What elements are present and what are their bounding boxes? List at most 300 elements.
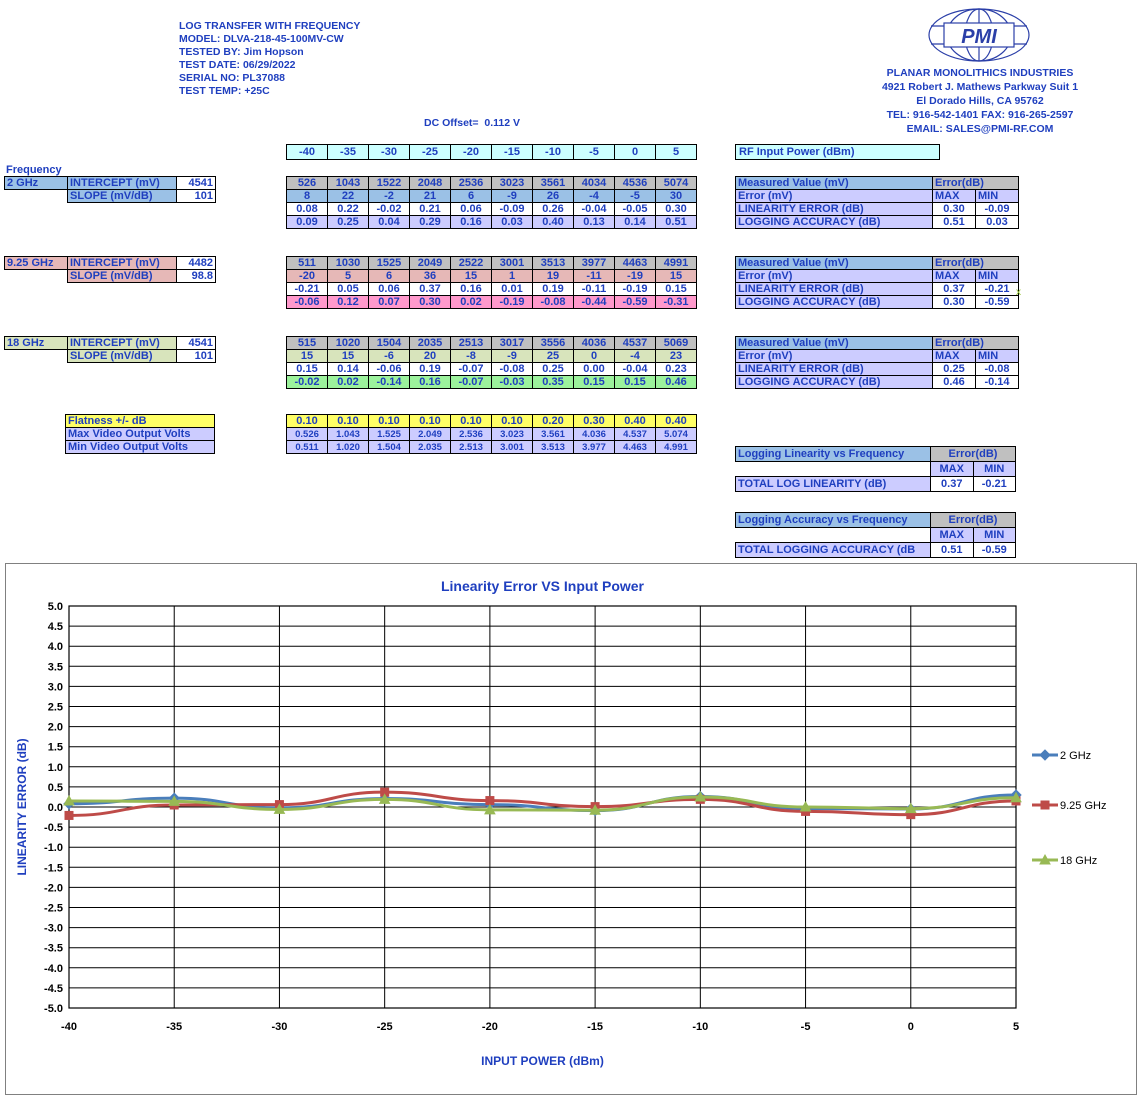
summary-min-label: MIN: [976, 270, 1019, 283]
input-power-cell: -15: [492, 145, 533, 160]
total-accuracy-table: [735, 512, 1016, 558]
total-lin-label: TOTAL LOG LINEARITY (dB): [736, 477, 931, 492]
measured-cell: 4463: [615, 257, 656, 270]
summary-acc-max: 0.46: [933, 376, 976, 389]
accuracy-cell: 0.02: [328, 376, 369, 389]
measured-cell: 4537: [615, 337, 656, 350]
summary-measured-label: Measured Value (mV): [736, 257, 933, 270]
linearity-cell: 0.30: [656, 203, 697, 216]
accuracy-cell: -0.59: [615, 296, 656, 309]
total-acc-title: Logging Accuracy vs Frequency: [736, 513, 931, 528]
freq-label-table: [4, 176, 216, 203]
summary-lin-min: -0.21: [976, 283, 1019, 296]
accuracy-cell: 0.40: [533, 216, 574, 229]
linearity-cell: 0.25: [533, 363, 574, 376]
accuracy-cell: 0.03: [492, 216, 533, 229]
linearity-cell: -0.07: [451, 363, 492, 376]
accuracy-cell: 0.51: [656, 216, 697, 229]
accuracy-cell: -0.19: [492, 296, 533, 309]
freq-summary-table: [735, 176, 1019, 229]
measured-cell: 2522: [451, 257, 492, 270]
measured-cell: 511: [287, 257, 328, 270]
accuracy-cell: -0.06: [287, 296, 328, 309]
error-cell: 25: [533, 350, 574, 363]
test-date: TEST DATE: 06/29/2022: [179, 59, 296, 71]
x-tick-label: 5: [1012, 1021, 1020, 1033]
flatness-cell: 0.10: [287, 415, 328, 428]
y-tick-label: 1.0: [47, 761, 63, 774]
freq-data-table: [286, 336, 697, 389]
error-cell: 20: [410, 350, 451, 363]
accuracy-cell: -0.03: [492, 376, 533, 389]
measured-cell: 4036: [574, 337, 615, 350]
summary-acc-label: LOGGING ACCURACY (dB): [736, 376, 933, 389]
freq-label: 2 GHz: [5, 177, 68, 190]
accuracy-cell: 0.29: [410, 216, 451, 229]
linearity-cell: -0.02: [369, 203, 410, 216]
min-volts-cell: 0.511: [287, 441, 328, 454]
summary-max-label: MAX: [933, 350, 976, 363]
y-tick-label: 0.0: [47, 802, 63, 814]
error-cell: -5: [615, 190, 656, 203]
accuracy-cell: 0.46: [656, 376, 697, 389]
freq-summary-table: [735, 256, 1019, 309]
summary-max-label: MAX: [933, 190, 976, 203]
company-email: EMAIL: SALES@PMI-RF.COM: [906, 123, 1054, 135]
accuracy-cell: -0.02: [287, 376, 328, 389]
accuracy-cell: 0.15: [615, 376, 656, 389]
pmi-logo-icon: [926, 6, 1032, 64]
y-tick-label: -2.5: [44, 902, 63, 915]
summary-measured-label: Measured Value (mV): [736, 337, 933, 350]
linearity-cell: 0.19: [533, 283, 574, 296]
linearity-cell: 0.14: [328, 363, 369, 376]
input-power-cell: 5: [656, 145, 697, 160]
flatness-cell: 0.40: [656, 415, 697, 428]
measured-cell: 2048: [410, 177, 451, 190]
x-tick-label: -15: [587, 1021, 604, 1033]
flatness-label: Flatness +/- dB: [66, 415, 215, 428]
error-cell: 21: [410, 190, 451, 203]
company-name: PLANAR MONOLITHICS INDUSTRIES: [886, 67, 1074, 79]
measured-cell: 5069: [656, 337, 697, 350]
summary-max-label: MAX: [933, 270, 976, 283]
summary-error-label: Error (mV): [736, 270, 933, 283]
linearity-cell: 0.23: [656, 363, 697, 376]
y-tick-label: -5.0: [44, 1003, 63, 1015]
frequency-label: Frequency: [6, 164, 62, 176]
total-lin-max: 0.37: [931, 477, 974, 492]
error-cell: 0: [574, 350, 615, 363]
max-volts-cell: 3.561: [533, 428, 574, 441]
input-power-cell: -5: [574, 145, 615, 160]
linearity-cell: -0.11: [574, 283, 615, 296]
total-lin-min: -0.21: [973, 477, 1016, 492]
linearity-cell: 0.37: [410, 283, 451, 296]
company-info: [860, 66, 1100, 136]
summary-acc-max: 0.51: [933, 216, 976, 229]
linearity-cell: 0.06: [369, 283, 410, 296]
blank-cell: [5, 190, 68, 203]
linearity-cell: 0.21: [410, 203, 451, 216]
min-volts-cell: 3.513: [533, 441, 574, 454]
accuracy-cell: -0.08: [533, 296, 574, 309]
y-tick-label: -1.5: [44, 862, 63, 875]
linearity-cell: 0.26: [533, 203, 574, 216]
accuracy-cell: 0.25: [328, 216, 369, 229]
y-axis-label: LINEARITY ERROR (dB): [15, 738, 29, 876]
y-tick-label: 4.0: [47, 641, 63, 654]
flatness-labels: [65, 414, 215, 454]
linearity-cell: 0.22: [328, 203, 369, 216]
summary-lin-max: 0.30: [933, 203, 976, 216]
linearity-cell: 0.15: [287, 363, 328, 376]
linearity-cell: 0.01: [492, 283, 533, 296]
error-cell: -4: [574, 190, 615, 203]
error-cell: -8: [451, 350, 492, 363]
accuracy-cell: 0.02: [451, 296, 492, 309]
freq-label: 9.25 GHz: [5, 257, 68, 270]
total-acc-label: TOTAL LOGGING ACCURACY (dB: [736, 543, 931, 558]
min-volts-cell: 2.513: [451, 441, 492, 454]
x-tick-label: -5: [800, 1021, 811, 1033]
y-tick-label: -0.5: [44, 822, 63, 835]
accuracy-cell: -0.44: [574, 296, 615, 309]
y-tick-label: 2.5: [47, 701, 63, 714]
error-cell: -11: [574, 270, 615, 283]
measured-cell: 3017: [492, 337, 533, 350]
summary-measured-label: Measured Value (mV): [736, 177, 933, 190]
measured-cell: 1020: [328, 337, 369, 350]
measured-cell: 2513: [451, 337, 492, 350]
measured-cell: 3556: [533, 337, 574, 350]
accuracy-cell: -0.07: [451, 376, 492, 389]
error-cell: 15: [328, 350, 369, 363]
flatness-cell: 0.10: [328, 415, 369, 428]
summary-lin-label: LINEARITY ERROR (dB): [736, 363, 933, 376]
dc-offset-label: DC Offset=: [424, 117, 479, 129]
summary-acc-min: -0.14: [976, 376, 1019, 389]
linearity-cell: -0.09: [492, 203, 533, 216]
error-cell: 15: [287, 350, 328, 363]
flatness-cell: 0.30: [574, 415, 615, 428]
accuracy-cell: 0.13: [574, 216, 615, 229]
min-volts-cell: 2.035: [410, 441, 451, 454]
summary-error-label: Error (mV): [736, 350, 933, 363]
freq-label-table: [4, 336, 216, 363]
summary-acc-label: LOGGING ACCURACY (dB): [736, 216, 933, 229]
linearity-cell: 0.05: [328, 283, 369, 296]
summary-min-label: MIN: [976, 350, 1019, 363]
measured-cell: 3561: [533, 177, 574, 190]
test-temp: TEST TEMP: +25C: [179, 85, 270, 97]
x-tick-label: -25: [376, 1021, 393, 1033]
error-cell: 26: [533, 190, 574, 203]
dc-offset-value: 0.112: [484, 117, 511, 129]
linearity-cell: 0.00: [574, 363, 615, 376]
legend-marker: [1041, 801, 1049, 809]
legend-label: 2 GHz: [1060, 750, 1092, 762]
accuracy-cell: -0.14: [369, 376, 410, 389]
accuracy-cell: -0.31: [656, 296, 697, 309]
max-volts-cell: 1.525: [369, 428, 410, 441]
linearity-cell: -0.06: [369, 363, 410, 376]
input-power-cell: -40: [287, 145, 328, 160]
error-cell: 6: [369, 270, 410, 283]
total-lin-min-label: MIN: [973, 462, 1016, 477]
max-volts-cell: 3.023: [492, 428, 533, 441]
error-cell: -6: [369, 350, 410, 363]
total-lin-max-label: MAX: [931, 462, 974, 477]
y-tick-label: 5.0: [47, 601, 63, 613]
min-volts-label: Min Video Output Volts: [66, 441, 215, 454]
min-volts-cell: 3.001: [492, 441, 533, 454]
y-tick-label: 2.0: [47, 721, 63, 734]
freq-data-table: [286, 256, 697, 309]
error-cell: 1: [492, 270, 533, 283]
input-power-cell: -20: [451, 145, 492, 160]
logo-text: PMI: [961, 26, 997, 48]
data-point: [486, 797, 494, 805]
measured-cell: 526: [287, 177, 328, 190]
summary-lin-label: LINEARITY ERROR (dB): [736, 203, 933, 216]
total-lin-title: Logging Linearity vs Frequency: [736, 447, 931, 462]
summary-error-db-label: Error(dB): [933, 257, 1019, 270]
measured-cell: 3977: [574, 257, 615, 270]
flatness-cell: 0.10: [492, 415, 533, 428]
test-model: MODEL: DLVA-218-45-100MV-CW: [179, 33, 344, 45]
measured-cell: 1043: [328, 177, 369, 190]
flatness-cell: 0.40: [615, 415, 656, 428]
measured-cell: 515: [287, 337, 328, 350]
rf-input-power-label: RF Input Power (dBm): [736, 145, 940, 160]
max-volts-label: Max Video Output Volts: [66, 428, 215, 441]
measured-cell: 3001: [492, 257, 533, 270]
data-point: [65, 811, 73, 819]
input-power-header: [286, 144, 697, 160]
company-address: 4921 Robert J. Mathews Parkway Suit 1: [881, 81, 1079, 93]
error-cell: -19: [615, 270, 656, 283]
intercept-value: 4541: [177, 177, 216, 190]
dc-offset-unit: V: [513, 117, 521, 129]
max-volts-cell: 4.537: [615, 428, 656, 441]
x-tick-label: 0: [907, 1021, 914, 1033]
max-volts-cell: 2.536: [451, 428, 492, 441]
measured-cell: 4034: [574, 177, 615, 190]
max-volts-cell: 2.049: [410, 428, 451, 441]
intercept-value: 4482: [177, 257, 216, 270]
error-cell: 23: [656, 350, 697, 363]
error-cell: 22: [328, 190, 369, 203]
flatness-cell: 0.10: [451, 415, 492, 428]
slope-label: SLOPE (mV/dB): [68, 190, 177, 203]
total-acc-min-label: MIN: [973, 528, 1016, 543]
measured-cell: 2536: [451, 177, 492, 190]
linearity-cell: -0.19: [615, 283, 656, 296]
x-tick-label: -20: [481, 1021, 498, 1033]
y-tick-label: -3.5: [44, 942, 63, 955]
summary-lin-min: -0.08: [976, 363, 1019, 376]
legend-label: 18 GHz: [1060, 855, 1098, 867]
error-cell: 15: [656, 270, 697, 283]
measured-cell: 5074: [656, 177, 697, 190]
max-volts-cell: 1.043: [328, 428, 369, 441]
summary-acc-min: -0.59: [976, 296, 1019, 309]
linearity-cell: -0.04: [615, 363, 656, 376]
linearity-cell: 0.06: [451, 203, 492, 216]
x-tick-label: -35: [166, 1021, 183, 1033]
error-cell: 5: [328, 270, 369, 283]
error-cell: 19: [533, 270, 574, 283]
measured-cell: 4991: [656, 257, 697, 270]
y-tick-label: -3.0: [44, 922, 63, 935]
y-tick-label: -4.0: [44, 962, 63, 975]
summary-lin-min: -0.09: [976, 203, 1019, 216]
error-cell: -20: [287, 270, 328, 283]
summary-error-db-label: Error(dB): [933, 177, 1019, 190]
accuracy-cell: 0.14: [615, 216, 656, 229]
freq-label-table: [4, 256, 216, 283]
test-title: LOG TRANSFER WITH FREQUENCY: [179, 20, 361, 32]
measured-cell: 1525: [369, 257, 410, 270]
total-lin-error-db: Error(dB): [931, 447, 1016, 462]
test-serial: SERIAL NO: PL37088: [179, 72, 286, 84]
y-tick-label: 0.5: [47, 781, 63, 794]
intercept-value: 4541: [177, 337, 216, 350]
input-power-cell: -25: [410, 145, 451, 160]
flatness-cell: 0.20: [533, 415, 574, 428]
total-acc-min: -0.59: [973, 543, 1016, 558]
summary-error-db-label: Error(dB): [933, 337, 1019, 350]
input-power-cell: -10: [533, 145, 574, 160]
y-tick-label: 1.5: [47, 741, 63, 754]
total-linearity-table: [735, 446, 1016, 492]
y-tick-label: 3.0: [47, 681, 63, 694]
measured-cell: 1504: [369, 337, 410, 350]
x-tick-label: -30: [271, 1021, 288, 1033]
max-volts-cell: 5.074: [656, 428, 697, 441]
accuracy-cell: 0.15: [574, 376, 615, 389]
y-tick-label: -4.5: [44, 982, 63, 995]
blank-cell: [5, 270, 68, 283]
y-tick-label: -2.0: [44, 882, 63, 895]
slope-value: 101: [177, 190, 216, 203]
summary-lin-label: LINEARITY ERROR (dB): [736, 283, 933, 296]
marker-x: x: [1016, 287, 1021, 298]
total-acc-error-db: Error(dB): [931, 513, 1016, 528]
summary-lin-max: 0.37: [933, 283, 976, 296]
summary-acc-max: 0.30: [933, 296, 976, 309]
measured-cell: 4536: [615, 177, 656, 190]
error-cell: 6: [451, 190, 492, 203]
accuracy-cell: 0.09: [287, 216, 328, 229]
error-cell: -9: [492, 350, 533, 363]
linearity-cell: -0.21: [287, 283, 328, 296]
summary-min-label: MIN: [976, 190, 1019, 203]
measured-cell: 3023: [492, 177, 533, 190]
x-tick-label: -10: [692, 1021, 709, 1033]
linearity-cell: 0.15: [656, 283, 697, 296]
min-volts-cell: 4.991: [656, 441, 697, 454]
y-tick-label: 3.5: [47, 661, 63, 674]
summary-lin-max: 0.25: [933, 363, 976, 376]
legend-label: 9.25 GHz: [1060, 800, 1107, 812]
slope-value: 101: [177, 350, 216, 363]
measured-cell: 2035: [410, 337, 451, 350]
accuracy-cell: 0.16: [410, 376, 451, 389]
error-cell: 36: [410, 270, 451, 283]
input-power-cell: -35: [328, 145, 369, 160]
rf-label-box: [735, 144, 940, 160]
freq-label: 18 GHz: [5, 337, 68, 350]
test-tested-by: TESTED BY: Jim Hopson: [179, 46, 304, 58]
y-tick-label: -1.0: [44, 842, 63, 855]
slope-label: SLOPE (mV/dB): [68, 270, 177, 283]
summary-acc-label: LOGGING ACCURACY (dB): [736, 296, 933, 309]
accuracy-cell: 0.04: [369, 216, 410, 229]
slope-value: 98.8: [177, 270, 216, 283]
total-acc-max-label: MAX: [931, 528, 974, 543]
min-volts-cell: 3.977: [574, 441, 615, 454]
intercept-label: INTERCEPT (mV): [68, 257, 177, 270]
accuracy-cell: 0.07: [369, 296, 410, 309]
blank-cell: [5, 350, 68, 363]
error-cell: -4: [615, 350, 656, 363]
input-power-cell: 0: [615, 145, 656, 160]
freq-summary-table: [735, 336, 1019, 389]
accuracy-cell: 0.30: [410, 296, 451, 309]
measured-cell: 1030: [328, 257, 369, 270]
linearity-cell: 0.16: [451, 283, 492, 296]
max-volts-cell: 0.526: [287, 428, 328, 441]
slope-label: SLOPE (mV/dB): [68, 350, 177, 363]
x-tick-label: -40: [61, 1021, 77, 1033]
accuracy-cell: 0.12: [328, 296, 369, 309]
y-tick-label: 4.5: [47, 621, 63, 634]
flatness-table: [286, 414, 697, 454]
linearity-cell: -0.04: [574, 203, 615, 216]
linearity-cell: 0.19: [410, 363, 451, 376]
freq-data-table: [286, 176, 697, 229]
legend-marker: [1040, 750, 1050, 760]
max-volts-cell: 4.036: [574, 428, 615, 441]
intercept-label: INTERCEPT (mV): [68, 177, 177, 190]
test-info: [179, 20, 360, 98]
measured-cell: 1522: [369, 177, 410, 190]
linearity-cell: -0.08: [492, 363, 533, 376]
intercept-label: INTERCEPT (mV): [68, 337, 177, 350]
chart-title: Linearity Error VS Input Power: [440, 578, 645, 594]
error-cell: -2: [369, 190, 410, 203]
company-city: El Dorado Hills, CA 95762: [916, 95, 1044, 107]
linearity-cell: 0.08: [287, 203, 328, 216]
error-cell: 8: [287, 190, 328, 203]
flatness-cell: 0.10: [369, 415, 410, 428]
error-cell: 30: [656, 190, 697, 203]
error-cell: 15: [451, 270, 492, 283]
min-volts-cell: 1.020: [328, 441, 369, 454]
input-power-cell: -30: [369, 145, 410, 160]
measured-cell: 3513: [533, 257, 574, 270]
accuracy-cell: 0.35: [533, 376, 574, 389]
measured-cell: 2049: [410, 257, 451, 270]
summary-error-label: Error (mV): [736, 190, 933, 203]
dc-offset: [424, 117, 520, 130]
total-acc-max: 0.51: [931, 543, 974, 558]
linearity-cell: -0.05: [615, 203, 656, 216]
summary-acc-min: 0.03: [976, 216, 1019, 229]
error-cell: -9: [492, 190, 533, 203]
